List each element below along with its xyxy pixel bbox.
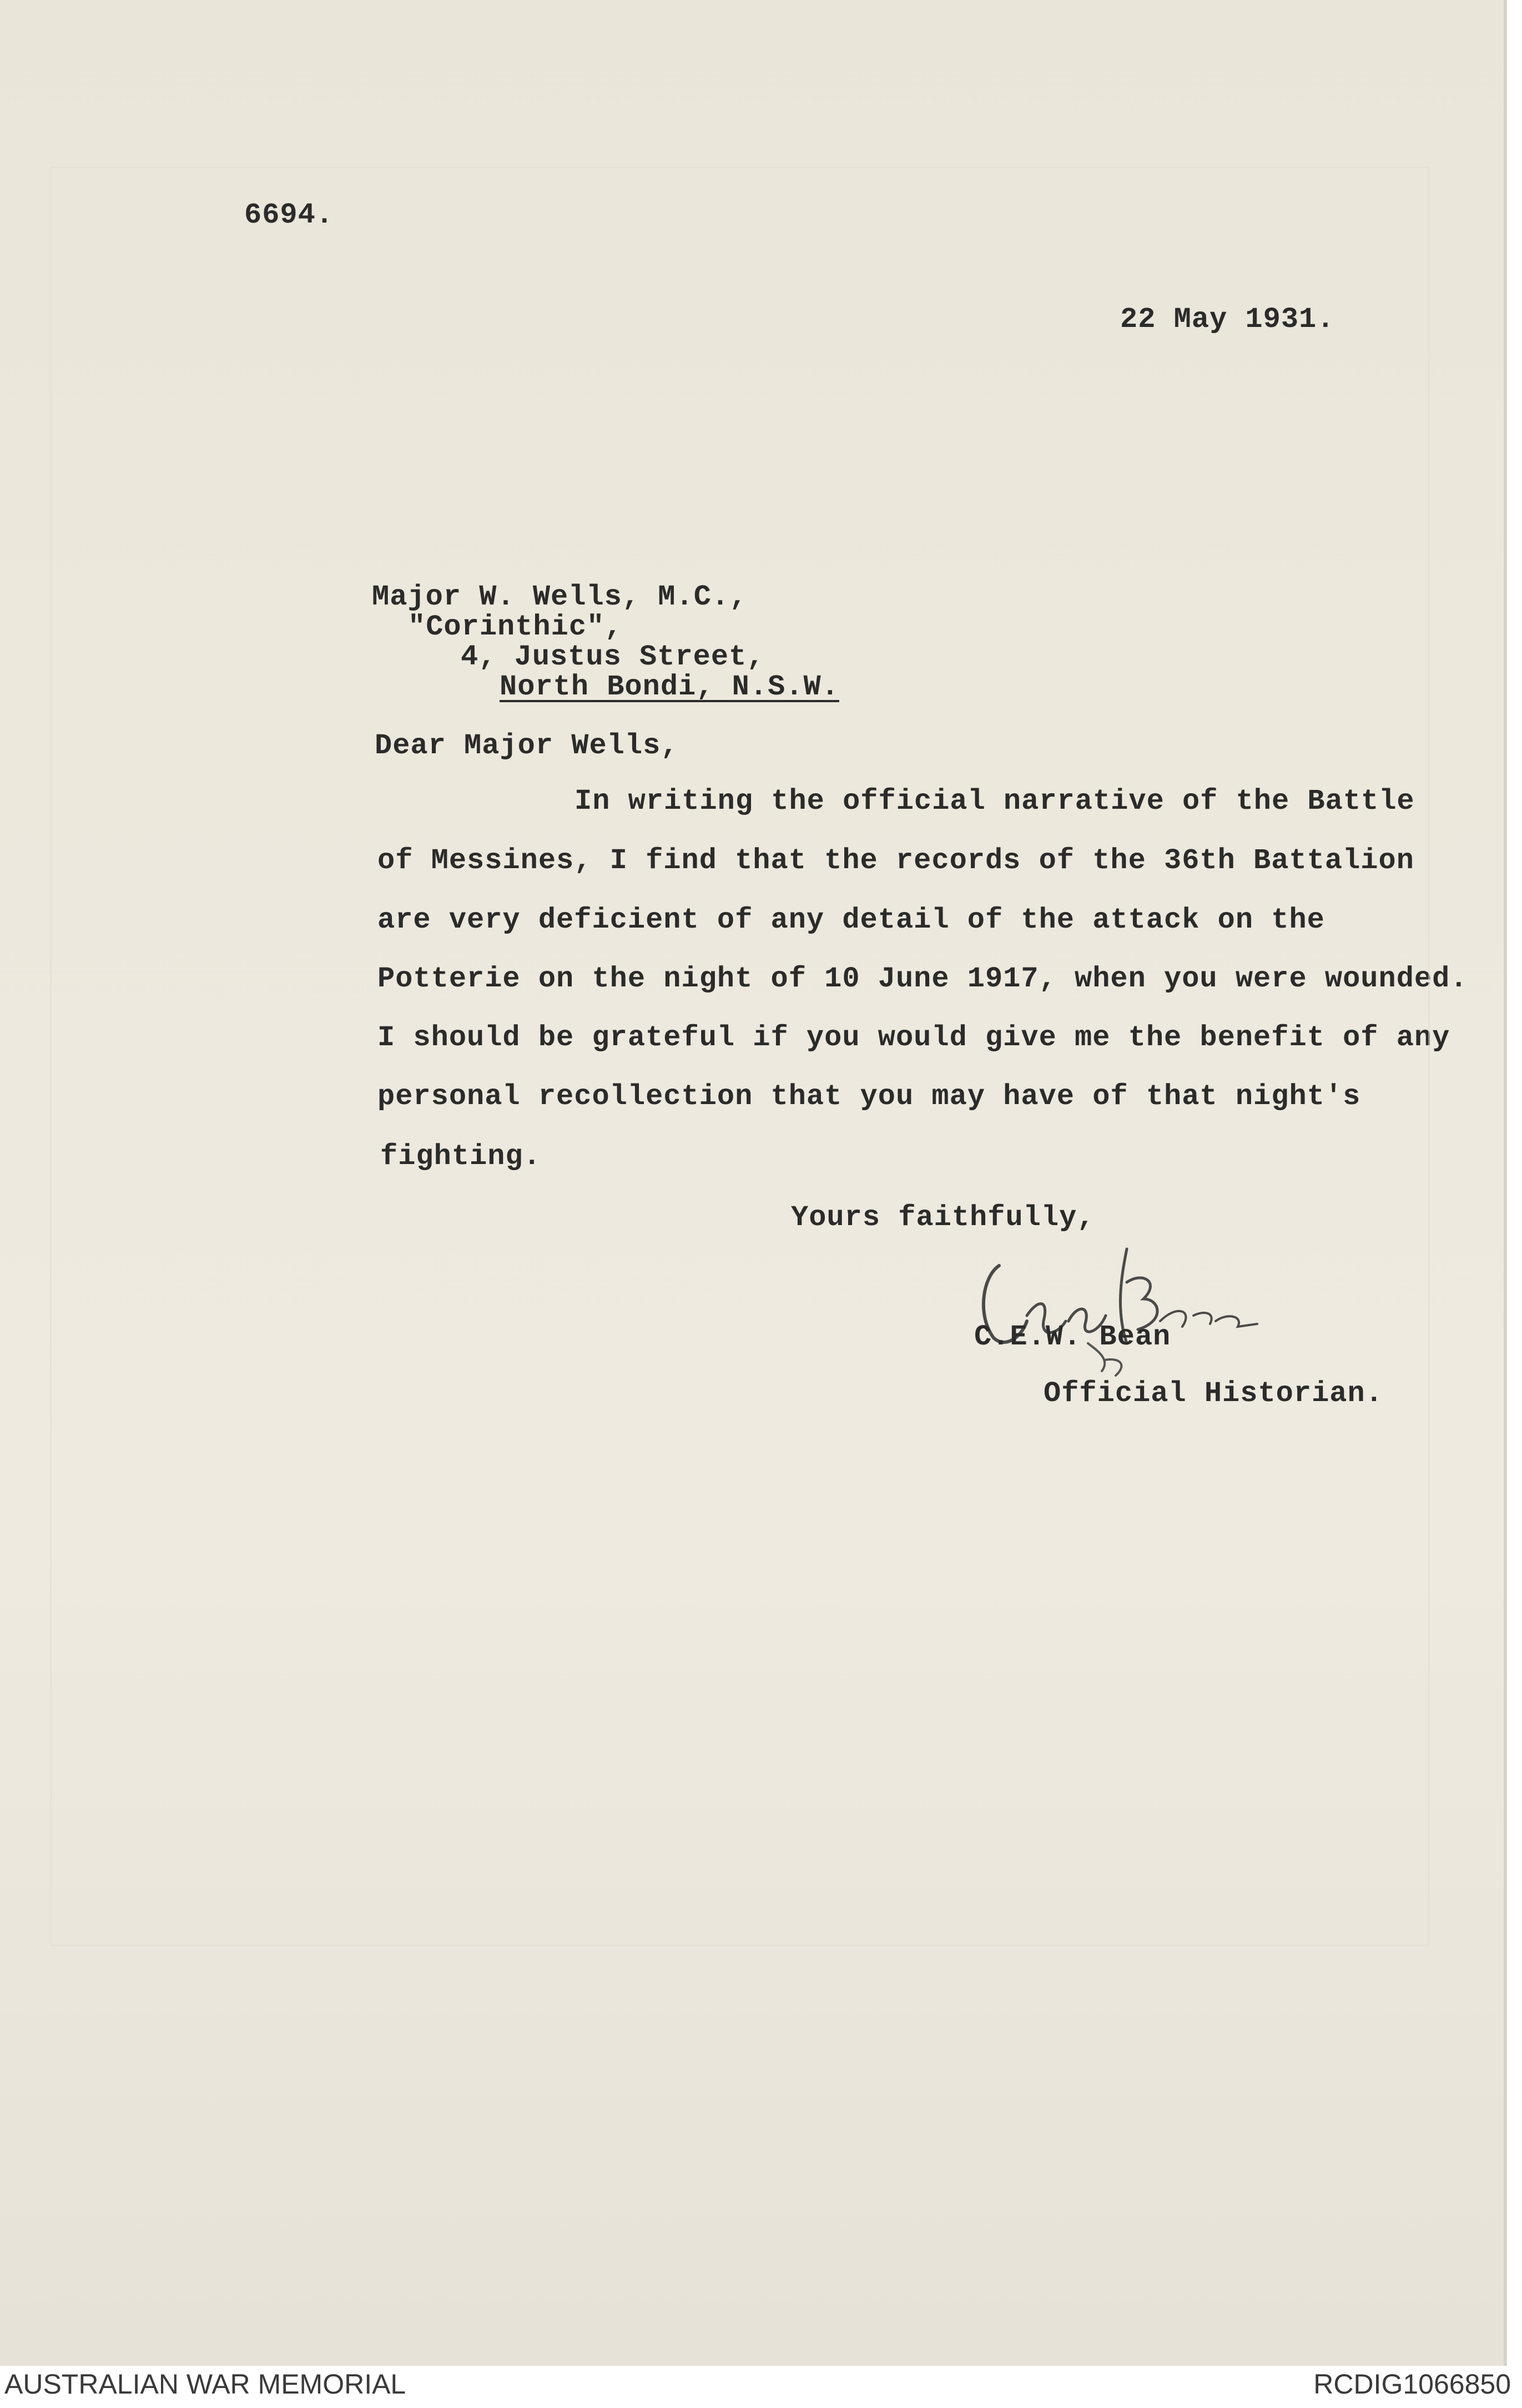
letter-date: 22 May 1931. bbox=[1120, 303, 1335, 336]
body-line: personal recollection that you may have of that night's bbox=[377, 1080, 1361, 1113]
recipient-locality: North Bondi, N.S.W. bbox=[500, 671, 839, 703]
recipient-street: 4, Justus Street, bbox=[461, 641, 765, 673]
signatory-title: Official Historian. bbox=[1044, 1377, 1383, 1410]
signatory-name: C.E.W. Bean bbox=[974, 1321, 1171, 1353]
body-line: of Messines, I find that the records of the 36th Battalion bbox=[377, 844, 1414, 877]
recipient-name: Major W. Wells, M.C., bbox=[372, 581, 748, 613]
body-line: Potterie on the night of 10 June 1917, when you were wounded. bbox=[377, 963, 1468, 995]
handwritten-signature bbox=[960, 1232, 1260, 1388]
reference-number: 6694. bbox=[244, 199, 334, 231]
body-line: I should be grateful if you would give me the benefit of any bbox=[377, 1021, 1450, 1054]
body-line: fighting. bbox=[380, 1140, 541, 1173]
archive-credit: AUSTRALIAN WAR MEMORIAL bbox=[4, 2369, 406, 2400]
body-line: are very deficient of any detail of the attack on the bbox=[377, 904, 1325, 936]
body-line: In writing the official narrative of the Battle bbox=[574, 785, 1415, 818]
closing: Yours faithfully, bbox=[791, 1201, 1095, 1234]
record-id: RCDIG1066850 bbox=[1313, 2369, 1511, 2400]
recipient-house: "Corinthic", bbox=[408, 611, 623, 643]
salutation: Dear Major Wells, bbox=[375, 729, 679, 762]
